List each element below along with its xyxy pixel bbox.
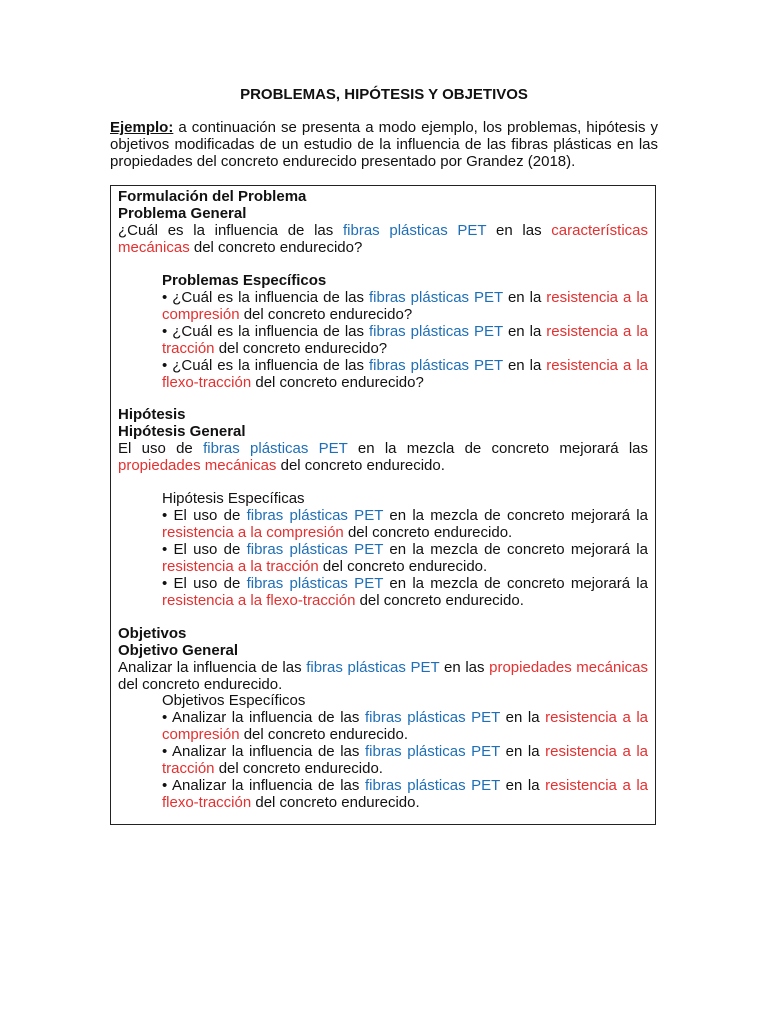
hipotesis-general-text <box>118 440 648 474</box>
list-item <box>162 777 648 811</box>
fibras-phrase: fibras plásticas PET <box>246 507 384 524</box>
highlight-phrase: resistencia a la flexo-tracción <box>162 777 649 811</box>
text-fragment: en la mezcla de concreto mejorará la <box>389 541 648 558</box>
content-box <box>110 185 656 825</box>
text-fragment: Analizar la influencia de las <box>172 743 360 760</box>
fibras-phrase: fibras plásticas PET <box>246 541 384 558</box>
bullet-icon: • <box>162 709 168 726</box>
bullet-icon: • <box>162 575 168 592</box>
objetivo-general-heading: Objetivo General <box>118 642 239 659</box>
bullet-icon: • <box>162 289 168 306</box>
text-fragment: El uso de <box>173 507 241 524</box>
problemas-especificos-heading: Problemas Específicos <box>162 272 327 289</box>
text-fragment: en la mezcla de concreto mejorará la <box>389 507 648 524</box>
text-fragment: Analizar la influencia de las <box>172 709 360 726</box>
text-fragment: Analizar la influencia de las <box>172 777 360 794</box>
problemas-especificos <box>162 272 648 391</box>
fibras-phrase: fibras plásticas PET <box>342 222 487 239</box>
intro-text: a continuación se presenta a modo ejemplo, los problemas, hipótesis y objetivos modificadas de un estudio de la influencia de las fibras plásticas en las propiedades del concreto endurecido presentado por Grandez (2018). <box>110 119 658 170</box>
highlight-phrase: características mecánicas <box>118 222 648 256</box>
highlight-phrase: resistencia a la flexo-tracción <box>162 592 356 609</box>
text-fragment: en la <box>505 709 540 726</box>
text-fragment: ¿Cuál es la influencia de las <box>172 323 364 340</box>
intro-paragraph <box>110 119 658 170</box>
objetivo-general-text <box>118 659 648 693</box>
fibras-phrase: fibras plásticas PET <box>306 659 440 676</box>
problema-section <box>118 188 648 256</box>
text-fragment: en la <box>507 289 542 306</box>
example-label: Ejemplo: <box>110 119 174 136</box>
text-fragment: del concreto endurecido. <box>280 457 445 474</box>
text-fragment: en las <box>496 222 542 239</box>
bullet-icon: • <box>162 777 168 794</box>
highlight-phrase: resistencia a la compresión <box>162 289 648 323</box>
list-item <box>162 541 648 575</box>
list-item <box>162 709 648 743</box>
text-fragment: Analizar la influencia de las <box>118 659 302 676</box>
fibras-phrase: fibras plásticas PET <box>364 709 501 726</box>
text-fragment: del concreto endurecido. <box>359 592 524 609</box>
highlight-phrase: propiedades mecánicas <box>489 659 649 676</box>
text-fragment: en la <box>507 357 542 374</box>
list-item <box>162 357 648 391</box>
hipotesis-general-heading: Hipótesis General <box>118 423 246 440</box>
text-fragment: del concreto endurecido? <box>218 340 388 357</box>
fibras-phrase: fibras plásticas PET <box>369 357 503 374</box>
text-fragment: del concreto endurecido. <box>347 524 513 541</box>
text-fragment: en la mezcla de concreto mejorará la <box>389 575 648 592</box>
text-fragment: del concreto endurecido. <box>243 726 408 743</box>
list-item <box>162 289 648 323</box>
text-fragment: El uso de <box>173 541 241 558</box>
list-item <box>162 743 648 777</box>
problema-heading: Formulación del Problema <box>118 188 307 205</box>
fibras-phrase: fibras plásticas PET <box>364 743 501 760</box>
objetivos-especificos-heading: Objetivos Específicos <box>162 692 306 709</box>
fibras-phrase: fibras plásticas PET <box>369 289 503 306</box>
highlight-phrase: resistencia a la tracción <box>162 323 648 357</box>
objetivos-heading: Objetivos <box>118 625 187 642</box>
text-fragment: El uso de <box>118 440 193 457</box>
highlight-phrase: resistencia a la compresión <box>162 709 649 743</box>
text-fragment: del concreto endurecido? <box>243 306 413 323</box>
fibras-phrase: fibras plásticas PET <box>364 777 501 794</box>
highlight-phrase: resistencia a la flexo-tracción <box>162 357 648 391</box>
hipotesis-especificas-heading: Hipótesis Específicas <box>162 490 305 507</box>
objetivos-especificos <box>162 692 648 811</box>
text-fragment: en la <box>505 743 540 760</box>
hipotesis-especificas <box>162 490 648 609</box>
fibras-phrase: fibras plásticas PET <box>369 323 503 340</box>
bullet-icon: • <box>162 323 168 340</box>
bullet-icon: • <box>162 507 168 524</box>
problema-general-text <box>118 222 648 256</box>
highlight-phrase: resistencia a la compresión <box>162 524 344 541</box>
text-fragment: en la <box>505 777 540 794</box>
hipotesis-section <box>118 406 648 474</box>
page-title: PROBLEMAS, HIPÓTESIS Y OBJETIVOS <box>240 86 528 103</box>
bullet-icon: • <box>162 357 168 374</box>
text-fragment: del concreto endurecido. <box>118 676 283 693</box>
text-fragment: ¿Cuál es la influencia de las <box>118 222 334 239</box>
fibras-phrase: fibras plásticas PET <box>246 575 384 592</box>
text-fragment: ¿Cuál es la influencia de las <box>172 289 364 306</box>
list-item <box>162 507 648 541</box>
highlight-phrase: resistencia a la tracción <box>162 558 319 575</box>
text-fragment: del concreto endurecido. <box>322 558 488 575</box>
list-item <box>162 323 648 357</box>
hipotesis-heading: Hipótesis <box>118 406 186 423</box>
bullet-icon: • <box>162 743 168 760</box>
text-fragment: en la mezcla de concreto mejorará las <box>357 440 648 457</box>
text-fragment: en la <box>507 323 542 340</box>
text-fragment: en las <box>444 659 485 676</box>
highlight-phrase: resistencia a la tracción <box>162 743 649 777</box>
text-fragment: del concreto endurecido. <box>255 794 420 811</box>
problema-general-heading: Problema General <box>118 205 247 222</box>
text-fragment: El uso de <box>173 575 241 592</box>
text-fragment: ¿Cuál es la influencia de las <box>172 357 364 374</box>
text-fragment: del concreto endurecido? <box>255 374 424 391</box>
text-fragment: del concreto endurecido. <box>218 760 383 777</box>
list-item <box>162 575 648 609</box>
fibras-phrase: fibras plásticas PET <box>203 440 348 457</box>
text-fragment: del concreto endurecido? <box>193 239 363 256</box>
highlight-phrase: propiedades mecánicas <box>118 457 277 474</box>
objetivos-section <box>118 625 648 693</box>
bullet-icon: • <box>162 541 168 558</box>
